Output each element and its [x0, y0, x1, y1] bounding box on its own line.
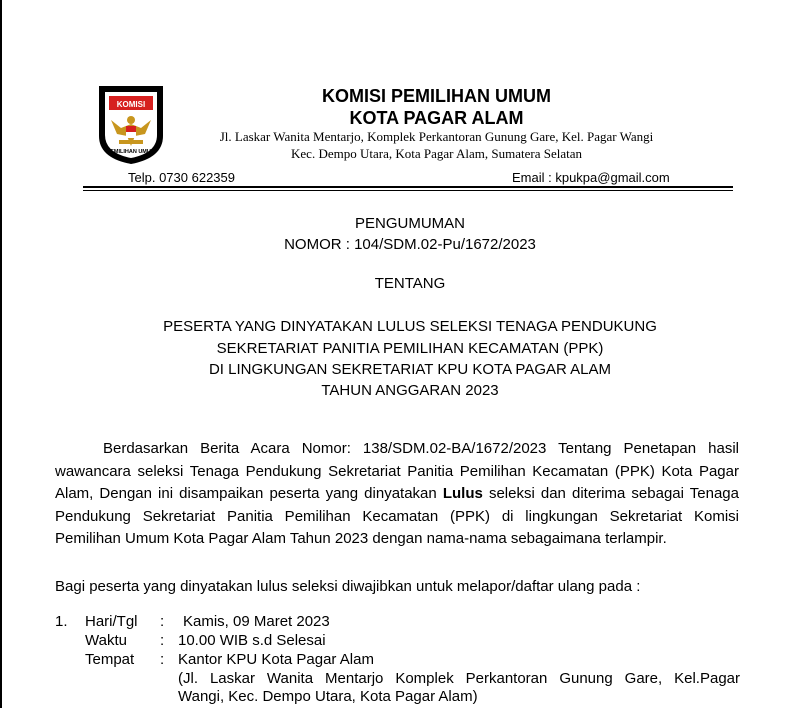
time-value: 10.00 WIB s.d Selesai — [178, 632, 326, 649]
day-value: Kamis, 09 Maret 2023 — [183, 613, 330, 630]
para1-bold-lulus: Lulus — [442, 485, 483, 503]
logo-text-bottom: PEMILIHAN UMUM — [106, 149, 156, 155]
announcement-about: TENTANG — [374, 275, 446, 292]
address-line-1: Jl. Laskar Wanita Mentarjo, Komplek Perkantoran Gunung Gare, Kel. Pagar Wangi — [219, 129, 654, 144]
letterhead-rule-thick — [83, 186, 733, 188]
time-label: Waktu — [85, 632, 127, 649]
time-colon: : — [160, 632, 165, 649]
body-paragraph-1 — [55, 438, 739, 551]
subject-line-3: DI LINGKUNGAN SEKRETARIAT KPU KOTA PAGAR ALAM — [208, 361, 612, 378]
subject-line-1: PESERTA YANG DINYATAKAN LULUS SELEKSI TENAGA PENDUKUNG — [163, 318, 657, 335]
place-value: Kantor KPU Kota Pagar Alam — [178, 651, 374, 668]
list-number: 1. — [55, 613, 68, 630]
org-city: KOTA PAGAR ALAM — [349, 108, 524, 128]
phone-number: Telp. 0730 622359 — [128, 170, 235, 185]
para1-text-after: seleksi dan diterima sebagai Tenaga Pendukung Sekretariat Panitia Pemilihan Kecamatan (PPK) di lingkungan Sekretariat Komisi Pemilihan Umum Kota Pagar Alam Tahun 2023 dengan nama-nama sebagaimana terlampir. — [55, 485, 739, 548]
email-address: Email : kpukpa@gmail.com — [512, 170, 670, 185]
place-detail-line-2: Wangi, Kec. Dempo Utara, Kota Pagar Alam) — [178, 688, 478, 705]
subject-line-4: TAHUN ANGGARAN 2023 — [321, 382, 499, 399]
address-line-2: Kec. Dempo Utara, Kota Pagar Alam, Sumatera Selatan — [291, 146, 582, 161]
place-detail-line-1: (Jl. Laskar Wanita Mentarjo Komplek Perkantoran Gunung Gare, Kel.Pagar — [178, 670, 740, 687]
day-label: Hari/Tgl — [85, 613, 138, 630]
subject-line-2: SEKRETARIAT PANITIA PEMILIHAN KECAMATAN (PPK) — [216, 340, 604, 357]
announcement-heading: PENGUMUMAN — [354, 215, 465, 232]
announcement-number: NOMOR : 104/SDM.02-Pu/1672/2023 — [284, 236, 536, 253]
org-name: KOMISI PEMILIHAN UMUM — [322, 86, 551, 106]
letterhead-rule-thin — [83, 190, 733, 191]
place-colon: : — [160, 651, 165, 668]
day-colon: : — [160, 613, 165, 630]
para1-text-before: Berdasarkan Berita Acara Nomor: 138/SDM.02-BA/1672/2023 Tentang Penetapan hasil wawancara seleksi Tenaga Pendukung Sekretariat Panitia Pemilihan Kecamatan (PPK) Kota Pagar Alam, Dengan ini disampaikan peserta yang dinyatakan — [55, 440, 739, 503]
body-paragraph-2: Bagi peserta yang dinyatakan lulus seleksi diwajibkan untuk melapor/daftar ulang pada : — [55, 578, 641, 595]
logo-text-top: KOMISI — [116, 100, 146, 109]
place-label: Tempat — [85, 651, 135, 668]
